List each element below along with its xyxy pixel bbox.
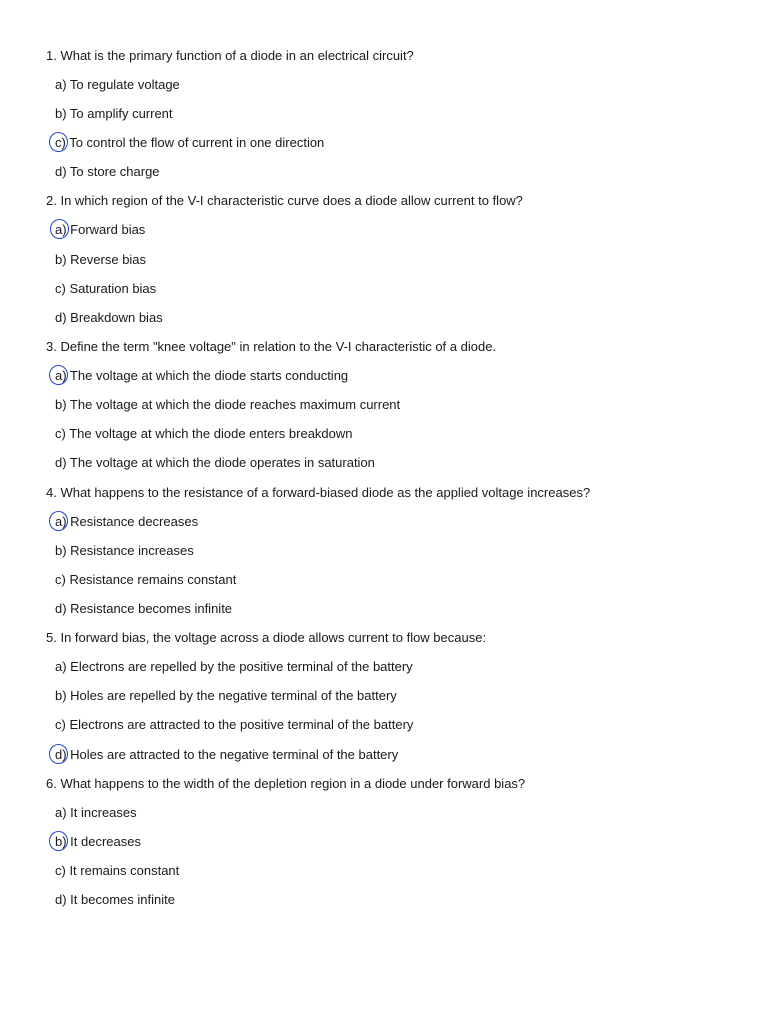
question-6-option-a: a) It increases bbox=[55, 805, 137, 820]
question-2-option-c: c) Saturation bias bbox=[55, 281, 157, 296]
question-1-option-b: b) To amplify current bbox=[55, 106, 173, 121]
question-6-option-d: d) It becomes infinite bbox=[55, 892, 175, 907]
question-3-option-b: b) The voltage at which the diode reaches maximum current bbox=[55, 397, 401, 412]
question-4-option-a: a) Resistance decreases bbox=[55, 514, 199, 529]
question-4-prompt: 4. What happens to the resistance of a forward-biased diode as the applied voltage increases? bbox=[46, 485, 591, 500]
question-5-option-b: b) Holes are repelled by the negative terminal of the battery bbox=[55, 688, 397, 703]
question-3-option-d: d) The voltage at which the diode operates in saturation bbox=[55, 455, 375, 470]
question-1-option-a: a) To regulate voltage bbox=[55, 77, 180, 92]
question-2-option-a: a) Forward bias bbox=[55, 222, 146, 237]
question-4-option-d: d) Resistance becomes infinite bbox=[55, 601, 233, 616]
question-3-option-c: c) The voltage at which the diode enters breakdown bbox=[55, 426, 353, 441]
question-5-prompt: 5. In forward bias, the voltage across a diode allows current to flow because: bbox=[46, 630, 487, 645]
question-6-prompt: 6. What happens to the width of the depletion region in a diode under forward bias? bbox=[46, 776, 526, 791]
question-6-option-c: c) It remains constant bbox=[55, 863, 180, 878]
question-5-option-a: a) Electrons are repelled by the positive terminal of the battery bbox=[55, 659, 413, 674]
question-1-prompt: 1. What is the primary function of a diode in an electrical circuit? bbox=[46, 48, 414, 63]
question-3-prompt: 3. Define the term "knee voltage" in relation to the V-I characteristic of a diode. bbox=[46, 339, 497, 354]
question-5-option-c: c) Electrons are attracted to the positive terminal of the battery bbox=[55, 717, 414, 732]
question-1-option-c: c) To control the flow of current in one direction bbox=[55, 135, 325, 150]
question-6-option-b: b) It decreases bbox=[55, 834, 141, 849]
question-2-option-d: d) Breakdown bias bbox=[55, 310, 163, 325]
question-5-option-d: d) Holes are attracted to the negative terminal of the battery bbox=[55, 747, 399, 762]
question-2-option-b: b) Reverse bias bbox=[55, 252, 147, 267]
question-2-prompt: 2. In which region of the V-I characteristic curve does a diode allow current to flow? bbox=[46, 193, 523, 208]
question-4-option-c: c) Resistance remains constant bbox=[55, 572, 237, 587]
question-3-option-a: a) The voltage at which the diode starts conducting bbox=[55, 368, 349, 383]
question-1-option-d: d) To store charge bbox=[55, 164, 160, 179]
question-4-option-b: b) Resistance increases bbox=[55, 543, 194, 558]
